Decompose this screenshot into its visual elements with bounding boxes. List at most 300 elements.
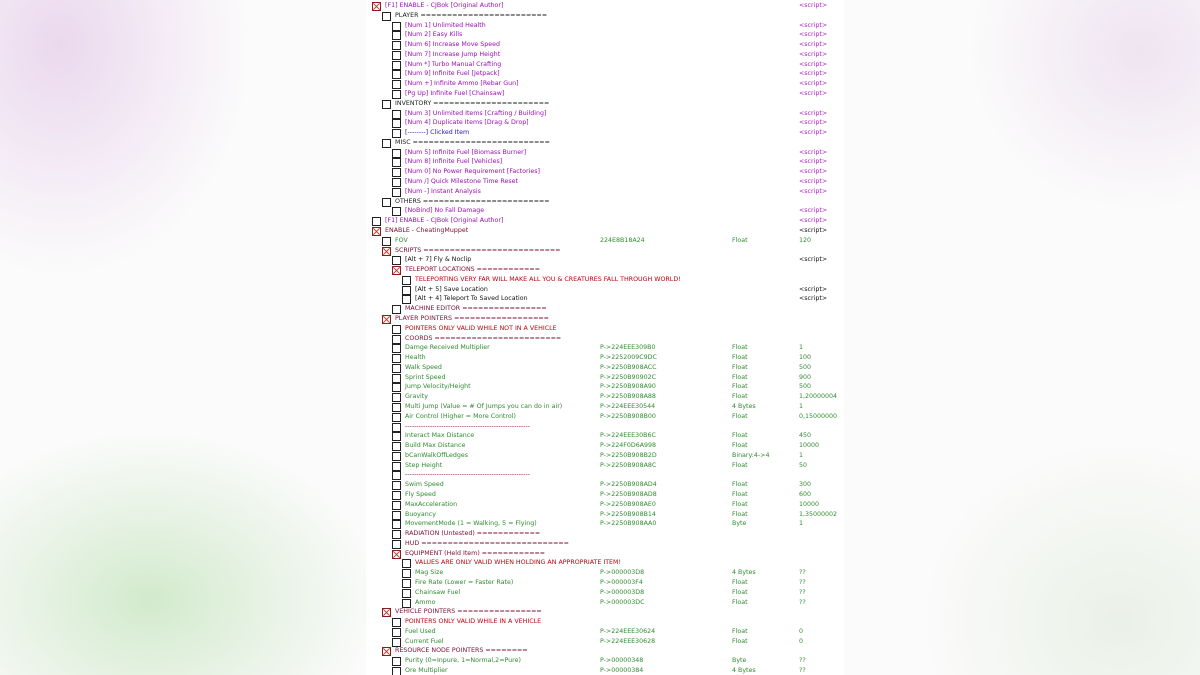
active-checkbox[interactable] [392,383,401,392]
active-checkbox[interactable] [392,354,401,363]
active-checkbox[interactable] [402,589,411,598]
row-value[interactable]: 0,15000000 [799,412,838,420]
active-checkbox[interactable] [382,12,391,21]
active-checkbox[interactable] [392,520,401,529]
active-checkbox[interactable] [382,198,391,207]
row-value[interactable]: <script> [799,187,828,195]
row-value[interactable]: <script> [799,256,828,264]
row-address: P->00000348 [600,657,644,665]
table-row[interactable] [366,99,844,109]
active-checkbox[interactable] [402,559,411,568]
row-address: P->224EEE309B0 [600,344,656,352]
table-row[interactable] [366,549,844,559]
row-description: TELEPORTING VERY FAR WILL MAKE ALL YOU & CREATURES FALL THROUGH WORLD! [415,275,681,283]
active-checkbox[interactable] [392,452,401,461]
row-description: SCRIPTS ========================== [395,246,561,254]
table-row[interactable] [366,69,844,79]
active-checkbox[interactable] [402,295,411,304]
table-row[interactable] [366,285,844,295]
row-description: COORDS ======================== [405,334,562,342]
row-value[interactable]: <script> [799,2,828,9]
active-checkbox[interactable] [392,638,401,647]
cheat-table-list [366,0,844,675]
active-checkbox[interactable] [392,158,401,167]
row-address: P->000003DC [600,598,645,606]
row-value[interactable]: ?? [799,667,806,675]
table-row[interactable] [366,373,844,383]
active-checkbox[interactable] [402,276,411,285]
row-description: [Num -] Instant Analysis [405,187,481,195]
row-description: RESOURCE NODE POINTERS ======== [395,647,528,655]
row-value[interactable]: <script> [799,109,828,117]
table-row[interactable] [366,529,844,539]
row-type: 4 Bytes [732,569,756,577]
row-address: P->2250B908B2D [600,451,657,459]
row-description: ------------------------------------------------------- [405,471,530,479]
active-checkbox[interactable] [392,628,401,637]
table-row[interactable] [366,109,844,119]
row-description: MovementMode (1 = Walking, 5 = Flying) [405,520,537,528]
table-row[interactable] [366,480,844,490]
row-value[interactable]: <script> [799,90,828,98]
table-row[interactable] [366,656,844,666]
table-row[interactable] [366,236,844,246]
row-value[interactable]: 10000 [799,442,820,450]
active-checkbox[interactable] [392,501,401,510]
row-description: Fire Rate (Lower = Faster Rate) [415,579,514,587]
row-address: P->2250B90902C [600,373,656,381]
row-description: RADIATION (Untested) ============ [405,530,541,538]
row-value[interactable]: 300 [799,481,812,489]
active-checkbox[interactable] [372,217,381,226]
active-checkbox[interactable] [402,599,411,608]
row-address: P->000003F4 [600,579,643,587]
table-row[interactable] [366,60,844,70]
table-row[interactable] [366,334,844,344]
row-value[interactable]: <script> [799,129,828,137]
row-type: Float [732,383,748,391]
row-value[interactable]: ?? [799,579,806,587]
row-description: Sprint Speed [405,373,446,381]
row-description: OTHERS ======================== [395,197,550,205]
table-row[interactable] [366,157,844,167]
active-checkbox[interactable] [392,403,401,412]
row-description: [Num 4] Duplicate Items [Drag & Drop] [405,119,529,127]
table-row[interactable] [366,510,844,520]
active-checkbox[interactable] [392,129,401,138]
active-checkbox[interactable] [392,481,401,490]
table-row[interactable] [366,21,844,31]
row-value[interactable]: 900 [799,373,812,381]
row-description: Build Max Distance [405,442,466,450]
row-value[interactable]: 50 [799,461,808,469]
active-checkbox[interactable] [392,423,401,432]
row-type: Byte [732,657,747,665]
active-checkbox[interactable] [392,618,401,627]
active-checkbox[interactable] [372,227,381,236]
row-description: Gravity [405,393,428,401]
table-row[interactable] [366,246,844,256]
active-checkbox[interactable] [392,491,401,500]
row-description: [Num 2] Easy Kills [405,31,463,39]
row-description: PLAYER ======================== [395,11,548,19]
row-description: Step Height [405,461,443,469]
row-value[interactable]: 10000 [799,500,820,508]
table-row[interactable] [366,343,844,353]
active-checkbox[interactable] [402,579,411,588]
table-row[interactable] [366,1,844,11]
row-value[interactable]: 0 [799,637,804,645]
row-address: P->2252009C9DC [600,354,657,362]
row-description: Damge Received Multiplier [405,344,490,352]
row-value[interactable]: <script> [799,70,828,78]
row-address: P->2250B908AD8 [600,491,657,498]
row-value[interactable]: <script> [799,119,828,127]
table-row[interactable] [366,353,844,363]
table-row[interactable] [366,412,844,422]
row-description: [Num 6] Increase Move Speed [405,41,501,49]
row-value[interactable]: <script> [799,148,828,156]
active-checkbox[interactable] [382,139,391,148]
row-description: Air Control (Higher = More Control) [405,412,516,420]
active-checkbox[interactable] [392,178,401,187]
active-checkbox[interactable] [392,344,401,353]
active-checkbox[interactable] [392,61,401,70]
row-description: [Num +] Infinite Ammo [Rebar Gun] [405,80,519,88]
active-checkbox[interactable] [392,305,401,314]
active-checkbox[interactable] [392,550,401,559]
table-row[interactable] [366,431,844,441]
active-checkbox[interactable] [392,119,401,128]
active-checkbox[interactable] [392,31,401,40]
row-value[interactable]: 0 [799,627,804,635]
table-row[interactable] [366,451,844,461]
row-type: Float [732,588,748,596]
table-row[interactable] [366,148,844,158]
row-address: P->000003D8 [600,588,645,596]
row-address: P->2250B908ACC [600,363,657,371]
row-value[interactable]: 100 [799,354,812,362]
active-checkbox[interactable] [402,569,411,578]
row-value[interactable]: 500 [799,383,812,391]
table-row[interactable] [366,206,844,216]
active-checkbox[interactable] [392,374,401,383]
table-row[interactable] [366,539,844,549]
row-type: Float [732,432,748,440]
row-type: Float [732,442,748,450]
row-value[interactable]: 1 [799,402,804,410]
active-checkbox[interactable] [392,471,401,480]
row-description: MISC ========================== [395,138,550,146]
active-checkbox[interactable] [392,266,401,275]
active-checkbox[interactable] [392,149,401,158]
table-row[interactable] [366,490,844,500]
active-checkbox[interactable] [392,657,401,666]
row-description: Buoyancy [405,510,436,518]
row-address: P->224F0D6A998 [600,442,657,450]
row-value[interactable]: 450 [799,432,812,440]
table-row[interactable] [366,470,844,480]
table-row[interactable] [366,402,844,412]
row-value[interactable]: <script> [799,285,828,293]
row-type: Float [732,373,748,381]
row-value[interactable]: 1 [799,344,804,352]
row-value[interactable]: <script> [799,21,828,29]
active-checkbox[interactable] [392,325,401,334]
row-description: POINTERS ONLY VALID WHILE NOT IN A VEHICLE [405,324,557,332]
row-address: P->224EEE30624 [600,627,656,635]
table-row[interactable] [366,197,844,207]
table-row[interactable] [366,255,844,265]
row-value[interactable]: ?? [799,657,806,665]
active-checkbox[interactable] [392,256,401,265]
active-checkbox[interactable] [392,413,401,422]
table-row[interactable] [366,363,844,373]
row-description: [Num 3] Unlimited Items [Crafting / Building] [405,109,547,117]
table-row[interactable] [366,89,844,99]
row-description: [Num 8] Infinite Fuel [Vehicles] [405,158,503,166]
table-row[interactable] [366,627,844,637]
table-row[interactable] [366,598,844,608]
active-checkbox[interactable] [392,110,401,119]
row-value[interactable]: 1,35000002 [799,510,838,518]
active-checkbox[interactable] [382,315,391,324]
row-type: Float [732,344,748,352]
active-checkbox[interactable] [382,237,391,246]
row-description: Current Fuel [405,637,444,645]
row-value[interactable]: <script> [799,158,828,166]
row-description: [Pg Up] Infinite Fuel [Chainsaw] [405,90,505,98]
table-row[interactable] [366,128,844,138]
active-checkbox[interactable] [392,667,401,675]
row-type: Float [732,491,748,498]
row-description: [Alt + 4] Teleport To Saved Location [415,295,528,303]
active-checkbox[interactable] [392,511,401,520]
row-type: Binary:4->4 [732,451,770,459]
active-checkbox[interactable] [392,80,401,89]
row-type: 4 Bytes [732,667,756,675]
active-checkbox[interactable] [392,70,401,79]
row-description: MACHINE EDITOR ================ [405,305,547,313]
row-description: TELEPORT LOCATIONS ============ [405,266,540,274]
row-address: 224E8B18A24 [600,236,645,244]
row-description: Walk Speed [405,363,442,371]
table-row[interactable] [366,324,844,334]
row-description: [--------] Clicked Item [405,129,470,137]
table-row[interactable] [366,226,844,236]
row-value[interactable]: <script> [799,80,828,88]
row-description: [F1] ENABLE - CJBok [Original Author] [385,2,504,9]
active-checkbox[interactable] [392,207,401,216]
row-value[interactable]: 1,20000004 [799,393,838,401]
row-description: [Num *] Turbo Manual Crafting [405,60,502,68]
table-row[interactable] [366,637,844,647]
active-checkbox[interactable] [392,41,401,50]
row-description: Fly Speed [405,491,436,498]
table-row[interactable] [366,558,844,568]
table-row[interactable] [366,568,844,578]
row-description: INVENTORY ====================== [395,99,550,107]
active-checkbox[interactable] [382,100,391,109]
active-checkbox[interactable] [392,51,401,60]
active-checkbox[interactable] [382,647,391,656]
row-value[interactable]: <script> [799,31,828,39]
row-description: ------------------------------------------------------- [405,422,530,430]
active-checkbox[interactable] [392,530,401,539]
table-row[interactable] [366,11,844,21]
row-description: Multi Jump (Value = # Of Jumps you can do in air) [405,402,563,410]
table-row[interactable] [366,138,844,148]
active-checkbox[interactable] [372,2,381,11]
row-address: P->224EEE30B6C [600,432,656,440]
row-description: FOV [395,236,408,244]
row-address: P->224EEE30628 [600,637,656,645]
table-row[interactable] [366,422,844,432]
row-description: VEHICLE POINTERS ================ [395,608,542,616]
row-type: Float [732,510,748,518]
row-value[interactable]: <script> [799,207,828,215]
row-type: Float [732,412,748,420]
row-description: Ore Multiplier [405,667,448,675]
table-row[interactable] [366,646,844,656]
row-address: P->2250B908A88 [600,393,656,401]
row-description: Purity (0=Inpure, 1=Normal,2=Pure) [405,657,521,665]
table-row[interactable] [366,79,844,89]
table-row[interactable] [366,314,844,324]
row-type: Float [732,500,748,508]
active-checkbox[interactable] [392,364,401,373]
active-checkbox[interactable] [392,462,401,471]
row-description: Fuel Used [405,627,436,635]
row-description: Chainsaw Fuel [415,588,461,596]
table-row[interactable] [366,167,844,177]
row-address: P->2250B908B00 [600,412,656,420]
row-value[interactable]: 600 [799,491,812,498]
row-address: P->000003D8 [600,569,645,577]
row-value[interactable]: 500 [799,363,812,371]
table-row[interactable] [366,461,844,471]
row-description: EQUIPMENT (Held Item) ============ [405,549,546,557]
row-type: Float [732,461,748,469]
row-description: Ammo [415,598,436,606]
row-value[interactable]: <script> [799,60,828,68]
row-description: ENABLE - CheatingMuppet [385,226,469,234]
row-address: P->2250B908AA0 [600,520,657,528]
table-row[interactable] [366,304,844,314]
table-row[interactable] [366,294,844,304]
active-checkbox[interactable] [392,442,401,451]
table-row[interactable] [366,40,844,50]
table-row[interactable] [366,275,844,285]
table-row[interactable] [366,382,844,392]
row-type: Float [732,236,748,244]
table-row[interactable] [366,519,844,529]
row-description: [Num 0] No Power Requirement [Factories] [405,168,540,176]
row-description: PLAYER POINTERS ================== [395,314,549,322]
active-checkbox[interactable] [382,247,391,256]
table-row[interactable] [366,392,844,402]
table-row[interactable] [366,177,844,187]
row-value[interactable]: <script> [799,295,828,303]
row-type: Byte [732,520,747,528]
table-row[interactable] [366,578,844,588]
table-row[interactable] [366,500,844,510]
row-description: [Alt + 5] Save Location [415,285,488,293]
row-type: Float [732,637,748,645]
row-value[interactable]: 120 [799,236,812,244]
row-type: Float [732,579,748,587]
active-checkbox[interactable] [392,432,401,441]
row-value[interactable]: ?? [799,588,806,596]
row-value[interactable]: 1 [799,520,804,528]
row-description: Jump Velocity/Height [405,383,471,391]
row-type: Float [732,481,748,489]
row-description: POINTERS ONLY VALID WHILE IN A VEHICLE [405,618,542,626]
row-value[interactable]: ?? [799,598,806,606]
active-checkbox[interactable] [392,540,401,549]
active-checkbox[interactable] [382,608,391,617]
row-value[interactable]: <script> [799,168,828,176]
table-row[interactable] [366,666,844,675]
active-checkbox[interactable] [392,168,401,177]
row-address: P->00000384 [600,667,644,675]
row-value[interactable]: <script> [799,41,828,49]
row-address: P->2250B908A8C [600,461,657,469]
row-description: Mag Size [415,569,444,577]
table-row[interactable] [366,187,844,197]
row-value[interactable]: <script> [799,226,828,234]
row-description: VALUES ARE ONLY VALID WHEN HOLDING AN APPROPRIATE ITEM! [415,559,621,567]
row-description: Interact Max Distance [405,432,475,440]
table-row[interactable] [366,118,844,128]
active-checkbox[interactable] [392,90,401,99]
table-row[interactable] [366,265,844,275]
row-value[interactable]: 1 [799,451,804,459]
table-row[interactable] [366,441,844,451]
row-type: Float [732,598,748,606]
table-row[interactable] [366,607,844,617]
table-row[interactable] [366,30,844,40]
row-address: P->2250B908AE0 [600,500,656,508]
row-description: [NoBind] No Fall Damage [405,207,485,215]
row-description: [Num 1] Unlimited Health [405,21,486,29]
table-row[interactable] [366,588,844,598]
row-description: [Num 9] Infinite Fuel [Jetpack] [405,70,500,78]
row-value[interactable]: <script> [799,50,828,58]
row-type: Float [732,627,748,635]
row-type: Float [732,363,748,371]
table-row[interactable] [366,216,844,226]
row-description: [Num 7] Increase Jump Height [405,50,501,58]
row-value[interactable]: <script> [799,178,828,186]
table-row[interactable] [366,617,844,627]
row-description: [F1] ENABLE - CJBok [Original Author] [385,217,504,225]
active-checkbox[interactable] [402,286,411,295]
active-checkbox[interactable] [392,335,401,344]
row-address: P->2250B908B14 [600,510,656,518]
row-address: P->224EEE30544 [600,402,656,410]
row-description: MaxAcceleration [405,500,458,508]
row-type: Float [732,354,748,362]
table-row[interactable] [366,50,844,60]
active-checkbox[interactable] [392,393,401,402]
active-checkbox[interactable] [392,22,401,31]
row-description: [Alt + 7] Fly & Noclip [405,256,472,264]
row-value[interactable]: <script> [799,217,828,225]
row-value[interactable]: ?? [799,569,806,577]
active-checkbox[interactable] [392,188,401,197]
row-description: HUD ============================ [405,539,569,547]
